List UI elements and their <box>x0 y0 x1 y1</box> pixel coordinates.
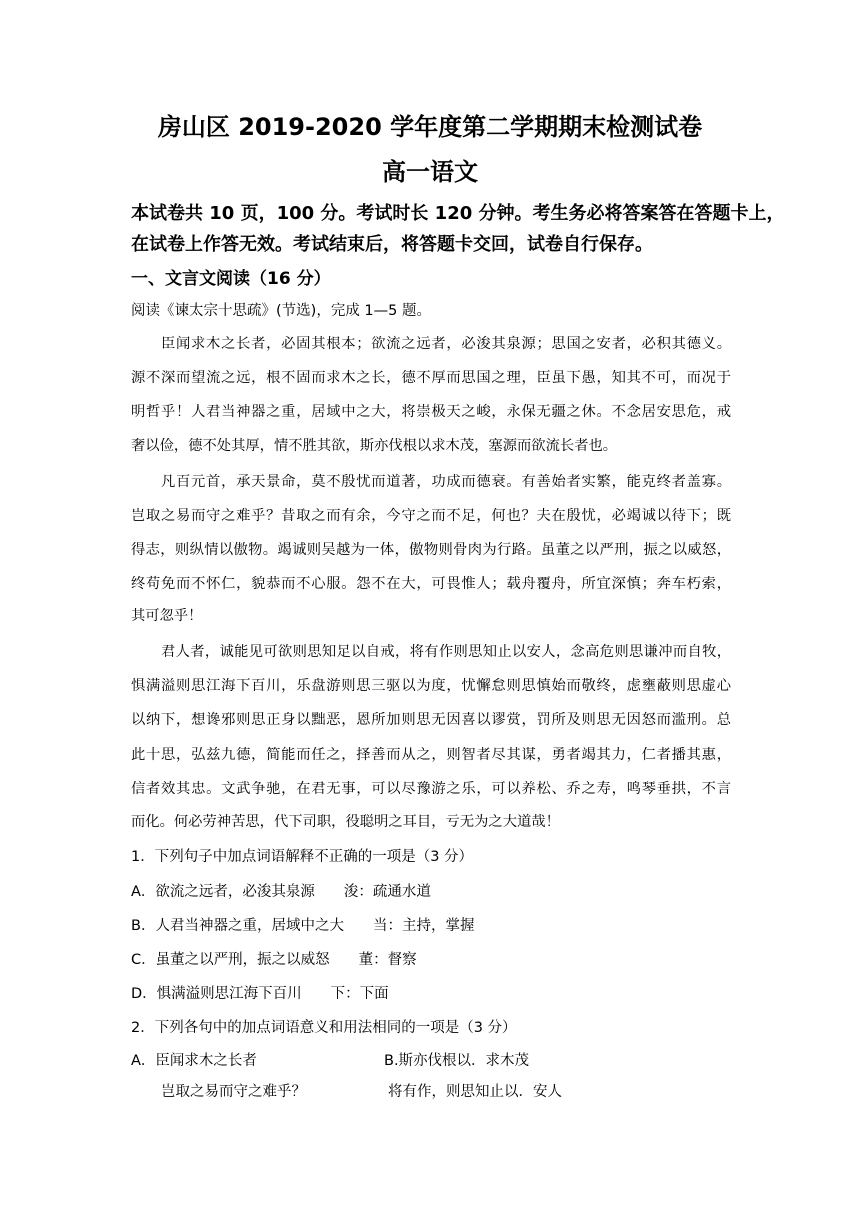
passage-p3-line: 君人者，诚能见可欲则思知足以自戒，将有作则思知止以安人，念高危则思谦冲而自牧， <box>161 644 731 660</box>
question-1-option-a: A．欲流之远者，必浚其泉源 浚：疏通水道 <box>131 884 431 900</box>
question-1-option-c: C．虽董之以严刑，振之以威怒 董：督察 <box>131 952 417 968</box>
passage-p1-line: 奢以俭，德不处其厚，情不胜其欲，斯亦伐根以求木茂，塞源而欲流长者也。 <box>131 438 618 454</box>
question-1-stem: 1．下列句子中加点词语解释不正确的一项是（3 分） <box>131 849 474 865</box>
passage-p1-line: 明哲乎！人君当神器之重，居域中之大，将崇极天之峻，永保无疆之休。不念居安思危，戒 <box>131 404 731 420</box>
passage-p2-line: 岂取之易而守之难乎？昔取之而有余，今守之而不足，何也？夫在殷忧，必竭诚以待下；既 <box>131 508 731 524</box>
question-1-option-b: B．人君当神器之重，居域中之大 当：主持，掌握 <box>131 918 475 934</box>
exam-subject: 高一语文 <box>382 158 478 186</box>
passage-p3-line: 此十思，弘兹九德，简能而任之，择善而从之，则智者尽其谋，勇者竭其力，仁者播其惠， <box>131 747 731 763</box>
question-1-option-d: D．惧满溢则思江海下百川 下：下面 <box>131 986 389 1002</box>
exam-title: 房山区 2019-2020 学年度第二学期期末检测试卷 <box>157 113 703 141</box>
question-2-option-b-line-2: 将有作，则思知止以．安人 <box>388 1084 562 1100</box>
instructions-line-1: 本试卷共 10 页，100 分。考试时长 120 分钟。考生务必将答案答在答题卡上， <box>131 203 785 224</box>
passage-p2-line: 得志，则纵情以傲物。竭诚则吴越为一体，傲物则骨肉为行路。虽董之以严刑，振之以威怒， <box>131 542 731 558</box>
section-intro: 阅读《谏太宗十思疏》(节选)，完成 1—5 题。 <box>131 303 431 319</box>
passage-p3-line: 而化。何必劳神苦思，代下司职，役聪明之耳目，亏无为之大道哉！ <box>131 814 560 830</box>
passage-p2-line: 终苟免而不怀仁，貌恭而不心服。怨不在大，可畏惟人；载舟覆舟，所宜深慎；奔车朽索， <box>131 576 731 592</box>
section-heading: 一、文言文阅读（16 分） <box>131 269 331 289</box>
passage-p3-line: 以纳下，想谗邪则思正身以黜恶，恩所加则思无因喜以谬赏，罚所及则思无因怒而滥刑。总 <box>131 712 731 728</box>
passage-p1-line: 臣闻求木之长者，必固其根本；欲流之远者，必浚其泉源；思国之安者，必积其德义。 <box>161 336 731 352</box>
passage-p3-line: 信者效其忠。文武争驰，在君无事，可以尽豫游之乐，可以养松、乔之寿，鸣琴垂拱，不言 <box>131 781 731 797</box>
question-2-stem: 2．下列各句中的加点词语意义和用法相同的一项是（3 分） <box>131 1020 517 1036</box>
instructions-line-2: 在试卷上作答无效。考试结束后，将答题卡交回，试卷自行保存。 <box>131 234 653 255</box>
passage-p3-line: 惧满溢则思江海下百川，乐盘游则思三驱以为度，忧懈怠则思慎始而敬终，虑壅蔽则思虚心 <box>131 678 731 694</box>
question-2-option-b-line-1: B.斯亦伐根以．求木茂 <box>384 1053 530 1069</box>
passage-p1-line: 源不深而望流之远，根不固而求木之长，德不厚而思国之理，臣虽下愚，知其不可，而况于 <box>131 370 731 386</box>
question-2-option-a-line-1: A．臣闻求木之长者 <box>131 1053 257 1069</box>
question-2-option-a-line-2: 岂取之易而守之难乎？ <box>161 1084 306 1100</box>
passage-p2-line: 其可忽乎！ <box>131 608 203 624</box>
passage-p2-line: 凡百元首，承天景命，莫不殷忧而道著，功成而德衰。有善始者实繁，能克终者盖寡。 <box>161 474 731 490</box>
